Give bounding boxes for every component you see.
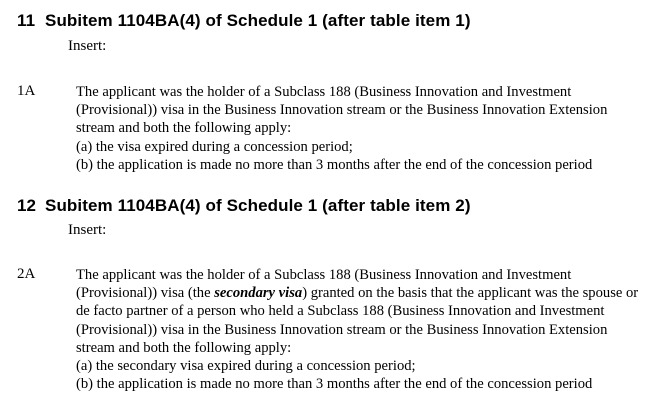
item-body	[76, 266, 646, 393]
section-number: 11	[17, 11, 36, 30]
section-number: 12	[17, 196, 37, 215]
item-body	[76, 83, 646, 174]
insert-label: Insert:	[68, 222, 107, 238]
list-item: (b) the application is made no more than 3 months after the end of the concession period	[76, 376, 593, 393]
item-number: 2A	[17, 266, 36, 282]
paragraph-text-end: ) granted on the basis that the applicant was the spouse or de facto partner of a person who held a Subclass 188 (Business Innovation and Investment (Provisional)) visa in the Business Innovation stream or the Business Innovation Extension stream and both the following apply:	[76, 285, 639, 356]
item-paragraph	[76, 266, 646, 357]
defined-term: secondary visa	[214, 285, 303, 302]
list-item: (b) the application is made no more than 3 months after the end of the concession period	[76, 156, 593, 173]
section-heading	[17, 196, 471, 216]
item-paragraph: The applicant was the holder of a Subclass 188 (Business Innovation and Investment (Provisional)) visa in the Business Innovation stream or the Business Innovation Extension stream and both the following apply:	[76, 84, 608, 137]
item-number: 1A	[17, 83, 36, 99]
paragraph-text-start: The applicant was the holder of a Subclass 188 (Business Innovation and Investment (Provisional)) visa (the	[76, 267, 572, 302]
insert-label: Insert:	[68, 38, 107, 54]
section-title: Subitem 1104BA(4) of Schedule 1 (after table item 2)	[45, 196, 471, 215]
section-title: Subitem 1104BA(4) of Schedule 1 (after table item 1)	[45, 11, 471, 30]
list-item: (a) the visa expired during a concession period;	[76, 138, 353, 155]
list-item: (a) the secondary visa expired during a concession period;	[76, 358, 416, 375]
section-heading	[17, 11, 471, 31]
